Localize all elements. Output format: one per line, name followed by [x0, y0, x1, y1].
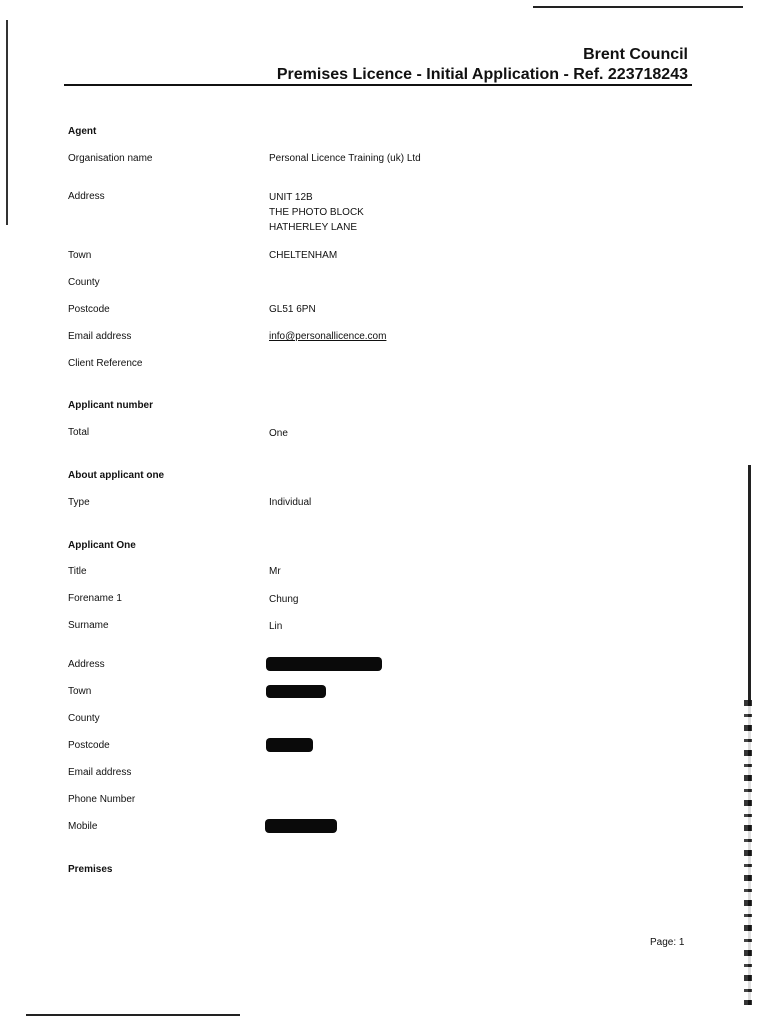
scan-artifact-bottom: [26, 1014, 240, 1016]
agent-email-label: Email address: [68, 331, 132, 342]
council-name: Brent Council: [583, 46, 688, 63]
premises-heading: Premises: [68, 864, 113, 875]
redaction-town: [266, 685, 326, 698]
client-reference-label: Client Reference: [68, 358, 143, 369]
about-applicant-heading: About applicant one: [68, 470, 165, 481]
applicant-one-heading: Applicant One: [68, 540, 136, 551]
agent-address-line: UNIT 12B: [269, 192, 313, 203]
organisation-value: Personal Licence Training (uk) Ltd: [269, 153, 421, 164]
title-value: Mr: [269, 566, 281, 577]
scan-artifact-top: [533, 6, 743, 8]
agent-town-label: Town: [68, 250, 92, 261]
type-value: Individual: [269, 497, 312, 508]
title-label: Title: [68, 566, 87, 577]
agent-county-label: County: [68, 277, 100, 288]
agent-address-value: [269, 190, 364, 235]
redaction-address: [266, 657, 382, 671]
surname-label: Surname: [68, 620, 109, 631]
scan-artifact-left: [6, 20, 8, 225]
applicant-county-label: County: [68, 713, 100, 724]
applicant-number-heading: Applicant number: [68, 400, 154, 411]
agent-postcode-value: GL51 6PN: [269, 304, 316, 315]
redaction-mobile: [265, 819, 337, 833]
header-rule: [64, 84, 692, 86]
agent-town-value: CHELTENHAM: [269, 250, 338, 261]
agent-heading: Agent: [68, 126, 97, 137]
applicant-address-label: Address: [68, 659, 105, 670]
agent-address-line: THE PHOTO BLOCK: [269, 207, 364, 218]
agent-postcode-label: Postcode: [68, 304, 110, 315]
redaction-postcode: [266, 738, 313, 752]
phone-label: Phone Number: [68, 794, 136, 805]
applicant-town-label: Town: [68, 686, 92, 697]
total-value: One: [269, 428, 288, 439]
document-header: [277, 45, 688, 85]
mobile-label: Mobile: [68, 821, 98, 832]
forename-label: Forename 1: [68, 593, 122, 604]
type-label: Type: [68, 497, 90, 508]
forename-value: Chung: [269, 594, 299, 605]
total-label: Total: [68, 427, 90, 438]
applicant-email-label: Email address: [68, 767, 132, 778]
agent-email-value: [269, 329, 386, 344]
organisation-label: Organisation name: [68, 153, 153, 164]
scan-artifact-right-edge: [744, 700, 752, 1005]
page-number: Page: 1: [650, 937, 685, 948]
agent-address-label: Address: [68, 191, 105, 202]
surname-value: Lin: [269, 621, 283, 632]
document-title: Premises Licence - Initial Application - Ref. 223718243: [276, 66, 688, 83]
agent-email-link[interactable]: info@personallicence.com: [269, 331, 387, 342]
applicant-postcode-label: Postcode: [68, 740, 110, 751]
agent-address-line: HATHERLEY LANE: [269, 222, 357, 233]
